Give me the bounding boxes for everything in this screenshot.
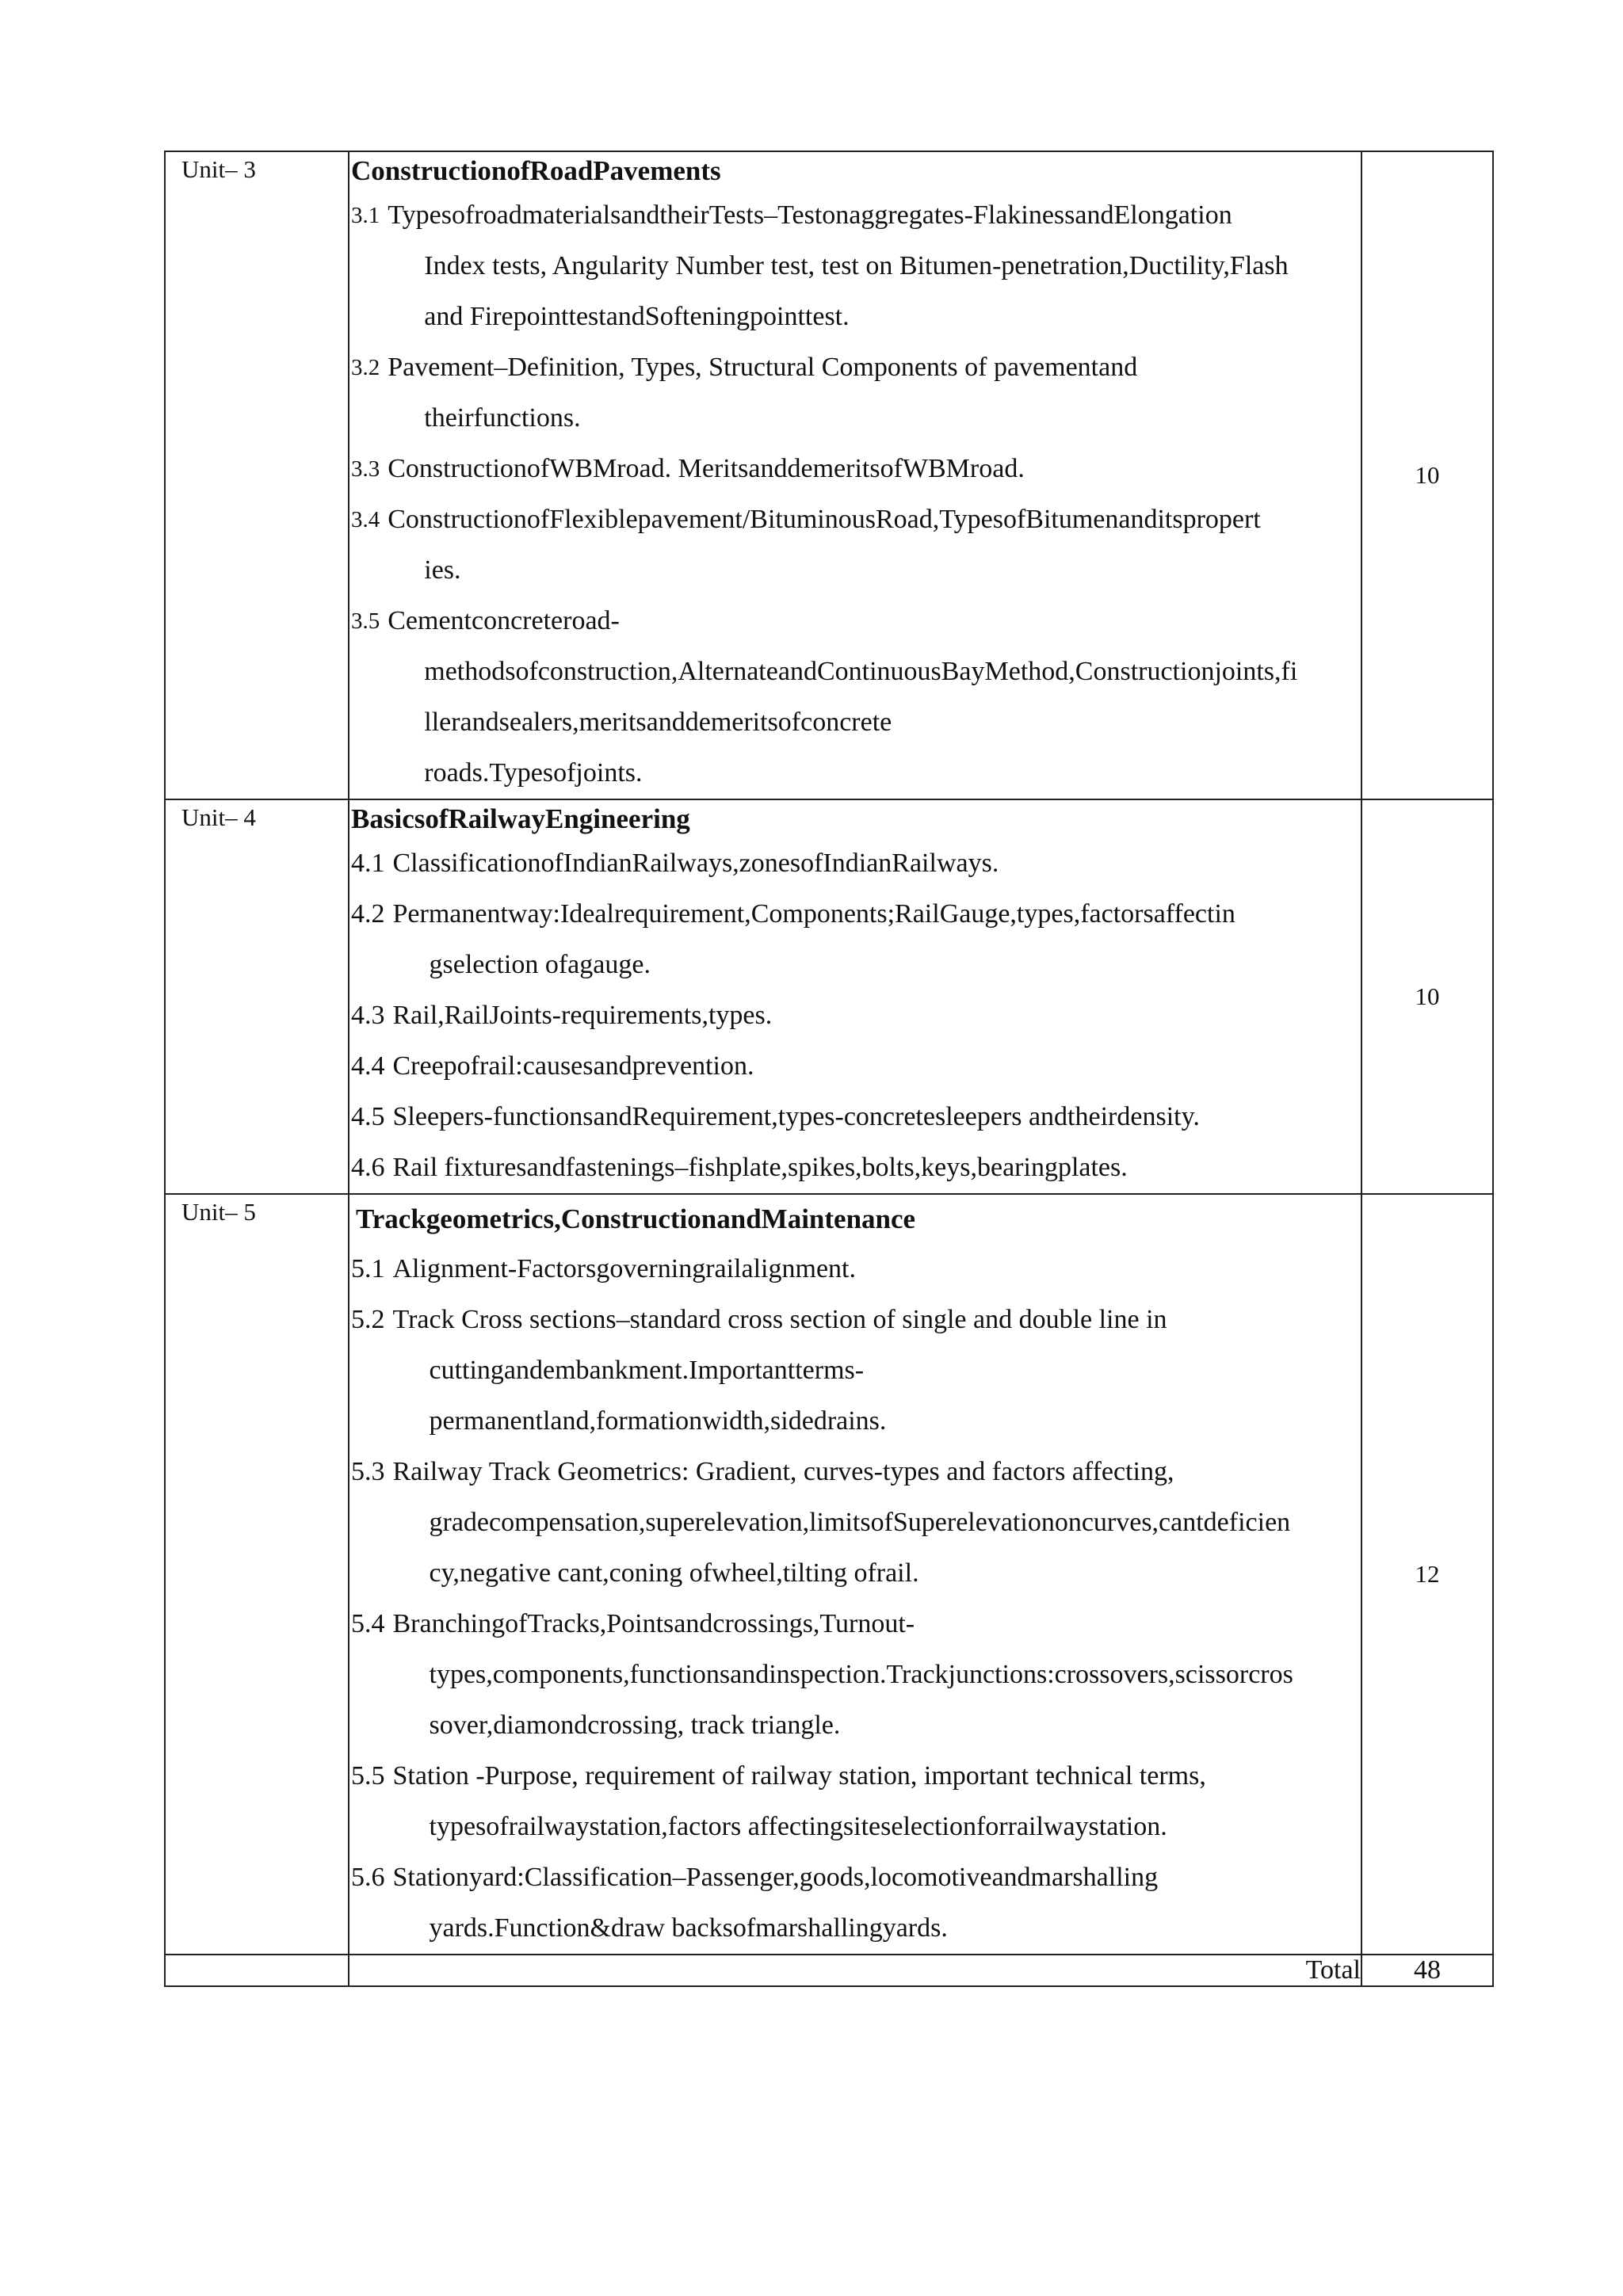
topic-line: permanentland,formationwidth,sidedrains. xyxy=(429,1406,887,1436)
topic-item xyxy=(351,1852,1350,1954)
unit-hours: 12 xyxy=(1361,1194,1493,1955)
unit-content xyxy=(349,800,1361,1193)
topic-line: sover,diamondcrossing, track triangle. xyxy=(429,1711,841,1740)
topic-text xyxy=(380,494,1350,596)
topic-line: Station -Purpose, requirement of railway station, important technical terms, xyxy=(392,1761,1206,1791)
unit-label-cell xyxy=(165,799,349,1194)
topic-line: ConstructionofFlexiblepavement/BituminousRoad,TypesofBitumenanditspropert xyxy=(388,505,1261,534)
topic-text xyxy=(385,1041,1350,1092)
topic-number: 4.1 xyxy=(351,849,385,878)
topic-item xyxy=(351,1142,1350,1193)
topic-item xyxy=(351,1041,1350,1092)
topic-line: ies. xyxy=(424,555,461,585)
topic-item xyxy=(351,1295,1350,1447)
unit-hours: 10 xyxy=(1361,799,1493,1194)
topic-text xyxy=(385,1447,1350,1599)
topic-number: 4.5 xyxy=(351,1102,385,1131)
topic-number: 3.1 xyxy=(351,203,380,228)
topic-line: Index tests, Angularity Number test, test on Bitumen-penetration,Ductility,Flash xyxy=(424,251,1289,280)
topic-line: yards.Function&draw backsofmarshallingyards. xyxy=(429,1913,948,1943)
topic-line: ClassificationofIndianRailways,zonesofIndianRailways. xyxy=(392,849,999,878)
topic-item xyxy=(351,494,1350,596)
topic-item xyxy=(351,596,1350,799)
unit-content-cell xyxy=(349,1194,1361,1955)
topic-text xyxy=(385,1599,1350,1751)
unit-title: ConstructionofRoadPavements xyxy=(351,155,721,186)
total-label: Total xyxy=(349,1955,1361,1986)
topic-line: cy,negative cant,coning ofwheel,tilting ofrail. xyxy=(429,1558,919,1588)
topic-text xyxy=(385,1142,1350,1193)
topic-text xyxy=(385,1852,1350,1954)
topic-line: Track Cross sections–standard cross section of single and double line in xyxy=(392,1305,1167,1334)
topic-number: 5.2 xyxy=(351,1305,385,1334)
topic-line: methodsofconstruction,AlternateandContinuousBayMethod,Constructionjoints,fi xyxy=(424,657,1298,686)
topic-number: 3.2 xyxy=(351,355,380,380)
topic-text xyxy=(385,990,1350,1041)
topic-line: and FirepointtestandSofteningpointtest. xyxy=(424,302,850,331)
unit-row xyxy=(165,151,1493,799)
topic-item xyxy=(351,342,1350,444)
topic-item xyxy=(351,838,1350,889)
topic-number: 5.1 xyxy=(351,1254,385,1283)
unit-label: Unit– 4 xyxy=(181,803,256,831)
topic-number: 3.5 xyxy=(351,608,380,634)
topic-item xyxy=(351,444,1350,494)
unit-title: Trackgeometrics,ConstructionandMaintenance xyxy=(356,1203,916,1234)
topic-line: cuttingandembankment.Importantterms- xyxy=(429,1356,865,1385)
topic-item xyxy=(351,1092,1350,1142)
topic-line: gradecompensation,superelevation,limitsofSuperelevationoncurves,cantdeficien xyxy=(429,1508,1291,1537)
topic-item xyxy=(351,1447,1350,1599)
topic-line: Rail,RailJoints-requirements,types. xyxy=(392,1001,773,1030)
topic-text xyxy=(385,838,1350,889)
topic-line: Alignment-Factorsgoverningrailalignment. xyxy=(392,1254,856,1283)
unit-label: Unit– 5 xyxy=(181,1198,256,1226)
topic-line: BranchingofTracks,Pointsandcrossings,Turnout- xyxy=(392,1609,915,1638)
total-value: 48 xyxy=(1361,1955,1493,1986)
topic-line: llerandsealers,meritsanddemeritsofconcrete xyxy=(424,707,892,737)
topic-line: Permanentway:Idealrequirement,Components;RailGauge,types,factorsaffectin xyxy=(392,899,1235,929)
topic-item xyxy=(351,1244,1350,1295)
topic-text xyxy=(385,1244,1350,1295)
topic-line: Railway Track Geometrics: Gradient, curves-types and factors affecting, xyxy=(392,1457,1174,1486)
topic-line: typesofrailwaystation,factors affectingsiteselectionforrailwaystation. xyxy=(429,1812,1167,1841)
topic-line: Creepofrail:causesandprevention. xyxy=(392,1051,754,1081)
topic-item xyxy=(351,190,1350,342)
topic-item xyxy=(351,990,1350,1041)
total-row xyxy=(165,1955,1493,1986)
topic-number: 5.6 xyxy=(351,1863,385,1892)
topic-line: types,components,functionsandinspection.Trackjunctions:crossovers,scissorcros xyxy=(429,1660,1293,1689)
unit-label-cell xyxy=(165,1194,349,1955)
topic-text xyxy=(385,1295,1350,1447)
unit-content xyxy=(349,152,1361,799)
topic-item xyxy=(351,1599,1350,1751)
topic-number: 5.4 xyxy=(351,1609,385,1638)
unit-hours: 10 xyxy=(1361,151,1493,799)
topic-line: Cementconcreteroad- xyxy=(388,606,620,635)
syllabus-body xyxy=(165,151,1493,1986)
topic-line: TypesofroadmaterialsandtheirTests–Testonaggregates-FlakinessandElongation xyxy=(388,200,1232,230)
syllabus-table xyxy=(164,151,1494,1987)
unit-title: BasicsofRailwayEngineering xyxy=(351,803,690,834)
topic-text xyxy=(385,889,1350,990)
topic-line: Sleepers-functionsandRequirement,types-concretesleepers andtheirdensity. xyxy=(392,1102,1200,1131)
topic-text xyxy=(385,1092,1350,1142)
topic-text xyxy=(380,190,1350,342)
topic-number: 5.5 xyxy=(351,1761,385,1791)
topic-item xyxy=(351,889,1350,990)
topic-line: roads.Typesofjoints. xyxy=(424,758,643,788)
unit-row xyxy=(165,1194,1493,1955)
topic-text xyxy=(385,1751,1350,1852)
topic-number: 4.4 xyxy=(351,1051,385,1081)
unit-row xyxy=(165,799,1493,1194)
unit-content-cell xyxy=(349,799,1361,1194)
unit-content-cell xyxy=(349,151,1361,799)
topic-text xyxy=(380,596,1350,799)
topic-number: 4.3 xyxy=(351,1001,385,1030)
topic-line: Rail fixturesandfastenings–fishplate,spikes,bolts,keys,bearingplates. xyxy=(392,1153,1128,1182)
topic-number: 4.2 xyxy=(351,899,385,929)
unit-label: Unit– 3 xyxy=(181,155,256,183)
unit-label-cell xyxy=(165,151,349,799)
topic-number: 3.4 xyxy=(351,507,380,532)
topic-line: ConstructionofWBMroad. MeritsanddemeritsofWBMroad. xyxy=(388,454,1025,483)
topic-number: 3.3 xyxy=(351,456,380,482)
topic-text xyxy=(380,444,1350,494)
topic-line: Pavement–Definition, Types, Structural Components of pavementand xyxy=(388,353,1138,382)
topic-line: theirfunctions. xyxy=(424,403,581,433)
topic-number: 5.3 xyxy=(351,1457,385,1486)
total-empty-cell xyxy=(165,1955,349,1986)
unit-content xyxy=(349,1195,1361,1954)
topic-number: 4.6 xyxy=(351,1153,385,1182)
topic-line: Stationyard:Classification–Passenger,goods,locomotiveandmarshalling xyxy=(392,1863,1159,1892)
topic-item xyxy=(351,1751,1350,1852)
topic-line: gselection ofagauge. xyxy=(429,950,651,979)
topic-text xyxy=(380,342,1350,444)
